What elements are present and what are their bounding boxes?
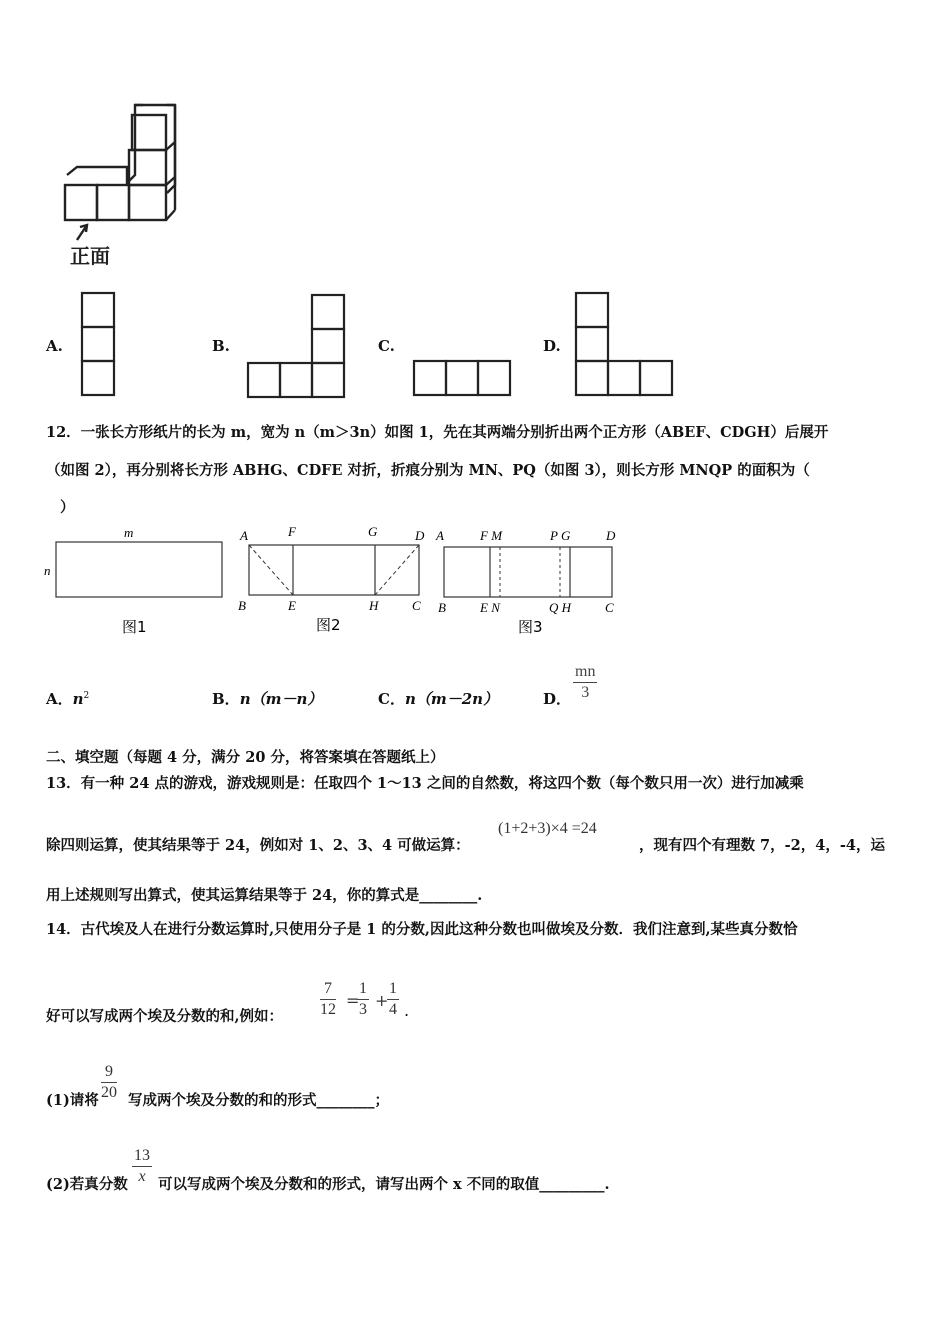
q14-example-frac-2 — [357, 980, 369, 1019]
fig3-label-d: D — [606, 528, 616, 543]
fig1-label-n: n — [44, 563, 51, 578]
q14-ex-eq: = — [346, 991, 360, 1010]
q12-option-c[interactable] — [378, 688, 498, 709]
q14-p2-num: 13 — [132, 1147, 152, 1167]
q12-option-d-letter[interactable]: D． — [543, 690, 572, 708]
q14-ex-den1: 12 — [320, 1001, 336, 1018]
q12-option-d-den: 3 — [581, 684, 590, 701]
q14-example-frac-1 — [320, 980, 336, 1019]
fig3-label-c: C — [605, 600, 614, 615]
q12-figure-1 — [40, 522, 230, 642]
q14-p1-den: 20 — [101, 1084, 117, 1101]
q14-ex-num2: 1 — [357, 980, 369, 1000]
q14-ex-den3: 4 — [389, 1001, 397, 1018]
q14-line2a: 好可以写成两个埃及分数的和,例如： — [46, 1008, 284, 1025]
q14-part2-prefix: (2)若真分数 — [46, 1176, 128, 1193]
q11-option-b-figure — [244, 292, 354, 402]
fig3-label-qh: Q H — [549, 600, 572, 615]
fig2-caption: 图2 — [316, 616, 341, 634]
fig3-label-a: A — [436, 528, 444, 543]
q11-option-b-letter[interactable]: B. — [212, 337, 230, 355]
q14-part1-prefix: (1)请将 — [46, 1092, 99, 1109]
q12-option-a[interactable]: A．$n^2$ — [46, 690, 90, 708]
q14-part2-suffix: 可以写成两个埃及分数和的形式，请写出两个 x 不同的取值_________. — [158, 1176, 610, 1193]
fig3-label-b: B — [438, 600, 446, 615]
q13-line2a: 除四则运算，使其结果等于 24，例如对 1、2、3、4 可做运算： — [46, 837, 470, 854]
q12-option-d-num: mn — [573, 663, 597, 683]
q11-option-c-letter[interactable]: C. — [378, 337, 395, 355]
fig2-label-b: B — [238, 598, 246, 613]
fig1-label-m: m — [124, 525, 134, 540]
q11-option-a-letter[interactable]: A. — [46, 337, 63, 355]
q14-line1: 14．古代埃及人在进行分数运算时,只使用分子是 1 的分数,因此这种分数也叫做埃及分数．我们注意到,某些真分数恰 — [46, 921, 798, 938]
q12-option-b[interactable] — [212, 688, 322, 709]
fig2-label-f: F — [288, 524, 296, 539]
q14-ex-period: . — [404, 1001, 410, 1020]
q12-option-d-fraction — [573, 663, 597, 702]
q11-option-d-figure — [572, 290, 682, 400]
q14-p2-den: x — [138, 1168, 146, 1185]
q12-figure-3 — [432, 522, 632, 642]
fig2-label-d: D — [415, 528, 425, 543]
q14-example-frac-3 — [387, 980, 399, 1019]
q13-line1: 13．有一种 24 点的游戏，游戏规则是：任取四个 1～13 之间的自然数，将这四个数（每个数只用一次）进行加减乘 — [46, 775, 804, 792]
fig2-label-c: C — [412, 598, 421, 613]
q11-option-d-letter[interactable]: D. — [543, 337, 561, 355]
q12-option-a-letter: A． — [46, 690, 73, 708]
q12-option-c-letter: C． — [378, 690, 405, 708]
q14-ex-plus: + — [375, 991, 389, 1010]
section2-heading: 二、填空题（每题 4 分，满分 20 分，将答案填在答题纸上） — [46, 749, 445, 766]
fig3-label-pg: P G — [550, 528, 571, 543]
q12-option-c-text: n（m－2n） — [404, 690, 499, 708]
q13-formula: (1+2+3)×4 =24 — [498, 820, 597, 837]
q12-line3: ） — [60, 499, 75, 516]
fig3-label-fm: F M — [480, 528, 503, 543]
q12-line1: 12．一张长方形纸片的长为 m，宽为 n（m＞3n）如图 1，先在其两端分别折出两个正方形（ABEF、CDGH）后展开 — [46, 424, 829, 441]
q13-line3: 用上述规则写出算式，使其运算结果等于 24，你的算式是________. — [46, 887, 483, 904]
q14-part2-fraction — [132, 1147, 152, 1186]
q12-option-b-letter: B． — [212, 690, 240, 708]
q14-p1-num: 9 — [101, 1063, 117, 1083]
fig3-caption: 图3 — [518, 618, 543, 636]
fig3-label-en: E N — [480, 600, 500, 615]
q11-option-c-figure — [410, 356, 520, 401]
q13-line2b: ，现有四个有理数 7，-2，4，-4，运 — [639, 837, 885, 854]
q12-line2: （如图 2），再分别将长方形 ABHG、CDFE 对折，折痕分别为 MN、PQ（如图 3），则长方形 MNQP 的面积为（ — [46, 462, 810, 479]
q12-option-a-text: n — [72, 690, 84, 708]
q11-cube-figure — [40, 95, 200, 280]
fig2-label-g: G — [368, 524, 378, 539]
q11-front-label: 正面 — [70, 244, 110, 268]
q12-figure-2 — [232, 522, 437, 642]
fig2-label-e: E — [288, 598, 296, 613]
q14-ex-den2: 3 — [359, 1001, 367, 1018]
q12-option-b-text: n（m－n） — [239, 690, 323, 708]
fig1-caption: 图1 — [122, 618, 147, 636]
q11-option-a-figure — [78, 290, 128, 400]
q14-part1-suffix: 写成两个埃及分数的和的形式________； — [128, 1092, 389, 1109]
fig2-label-a: A — [240, 528, 248, 543]
q14-part1-fraction — [101, 1063, 117, 1102]
fig2-label-h: H — [369, 598, 379, 613]
q14-ex-num3: 1 — [387, 980, 399, 1000]
q14-ex-num1: 7 — [320, 980, 336, 1000]
